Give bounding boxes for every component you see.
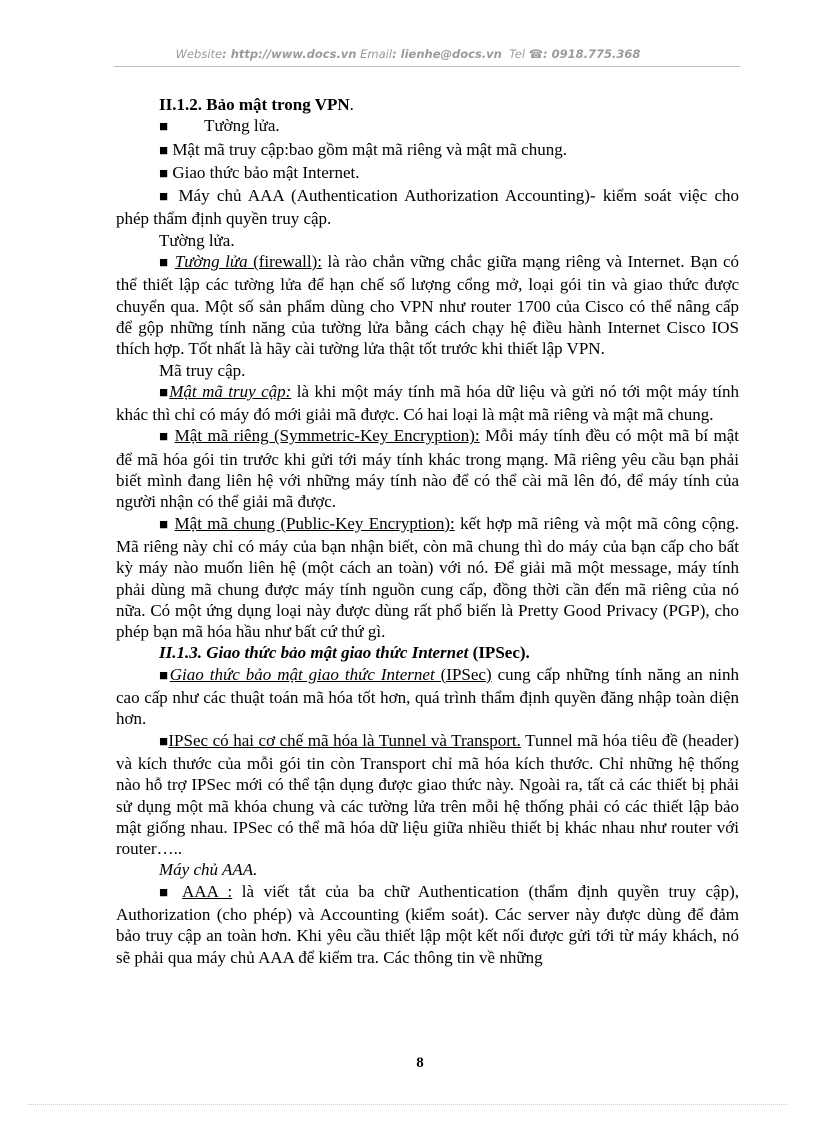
phone-icon: ☎ xyxy=(528,47,544,61)
header-rule xyxy=(114,66,740,67)
document-body xyxy=(116,94,739,968)
tel-label: Tel xyxy=(501,47,529,61)
subsection-title: Máy chủ AAA. xyxy=(159,860,258,880)
paragraph-public-key: ■ Mật mã chung (Public-Key Encryption): kết hợp mã riêng và một mã công cộng. Mã riêng này chỉ có máy của bạn nhận biết, còn mã chung thì do máy của bạn cấp cho bất kỳ máy nào muốn liên hệ (một cách an toàn) với nó. Để giải mã một message, máy tính phải dùng mã chung được máy tính nguồn cung cấp, đồng thời cần đến mã riêng của nó nữa. Có một ứng dụng loại này được dùng rất phổ biến là Pretty Good Privacy (PGP), cho phép bạn mã hóa hầu như bất cứ thứ gì. xyxy=(116,513,740,642)
paragraph-password: ■Mật mã truy cập: là khi một máy tính mã hóa dữ liệu và gửi nó tới một máy tính khác thì chỉ có máy đó mới giải mã được. Có hai loại là mật mã riêng và mật mã chung. xyxy=(116,381,739,425)
page-header xyxy=(0,47,816,61)
website-label: Website xyxy=(175,47,223,61)
footer-rule xyxy=(28,1104,788,1105)
section-heading: II.1.2. Bảo mật trong VPN. xyxy=(159,95,354,114)
page-number: 8 xyxy=(416,1055,424,1071)
subsection-title: Tường lửa. xyxy=(159,230,235,250)
paragraph-ipsec: ■Giao thức bảo mật giao thức Internet (IPSec) cung cấp những tính năng an ninh cao cấp như các thuật toán mã hóa tốt hơn, quá trình thẩm định quyền đăng nhập toàn diện hơn. xyxy=(116,664,739,729)
email-label: Email xyxy=(356,47,393,61)
list-item: ■ Mật mã truy cập:bao gồm mật mã riêng và mật mã chung. xyxy=(159,139,567,159)
subsection-title: Mã truy cập. xyxy=(159,360,246,380)
list-item: ■ Máy chủ AAA (Authentication Authorization Accounting)- kiểm soát việc cho phép thẩm định quyền truy cập. xyxy=(116,186,739,229)
tel-value: : 0918.775.368 xyxy=(543,47,641,61)
paragraph-aaa: ■ AAA : là viết tắt của ba chữ Authentication (thẩm định quyền truy cập), Authorization (cho phép) và Accounting (kiểm soát). Các server này được dùng để đảm bảo truy cập an toàn hơn. Khi yêu cầu thiết lập một kết nối được gửi tới từ máy khách, nó sẽ phải qua máy chủ AAA để kiểm tra. Các thông tin về những xyxy=(116,881,740,967)
paragraph-ipsec-mechanisms: ■IPSec có hai cơ chế mã hóa là Tunnel và Transport. Tunnel mã hóa tiêu đề (header) và kích thước của mỗi gói tin còn Transport chỉ mã hóa kích thước. Chỉ những hệ thống nào hỗ trợ IPSec mới có thể tận dụng được giao thức này. Ngoài ra, tất cả các thiết bị phải sử dụng một mã khóa chung và các tường lửa trên mỗi hệ thống phải có các thiết lập bảo mật giống nhau. IPSec có thể mã hóa dữ liệu giữa nhiều thiết bị khác nhau như router với router….. xyxy=(116,730,739,859)
email-value: : lienhe@docs.vn xyxy=(392,47,502,61)
paragraph-symmetric: ■ Mật mã riêng (Symmetric-Key Encryption): Mỗi máy tính đều có một mã bí mật để mã hóa gói tin trước khi gửi tới máy tính khác trong mạng. Mã riêng yêu cầu bạn phải biết mình đang liên hệ với những máy tính nào để có thể cài mã lên đó, để máy tính của người nhận có thể giải mã được. xyxy=(116,426,740,512)
list-item: ■ Tường lửa. xyxy=(159,116,280,136)
paragraph-firewall: ■ Tường lửa (firewall): là rào chắn vững chắc giữa mạng riêng và Internet. Bạn có thể thiết lập các tường lửa để hạn chế số lượng cổng mở, loại gói tin và giao thức được chuyển qua. Một số sản phẩm dùng cho VPN như router 1700 của Cisco có thể nâng cấp để gộp những tính năng của tường lửa bằng cách chạy hệ điều hành Internet Cisco IOS thích hợp. Tốt nhất là hãy cài tường lửa thật tốt trước khi thiết lập VPN. xyxy=(116,252,740,359)
website-value: : http://www.docs.vn xyxy=(222,47,357,61)
section-heading: II.1.3. Giao thức bảo mật giao thức Internet (IPSec). xyxy=(159,643,530,663)
list-item: ■ Giao thức bảo mật Internet. xyxy=(159,162,360,182)
